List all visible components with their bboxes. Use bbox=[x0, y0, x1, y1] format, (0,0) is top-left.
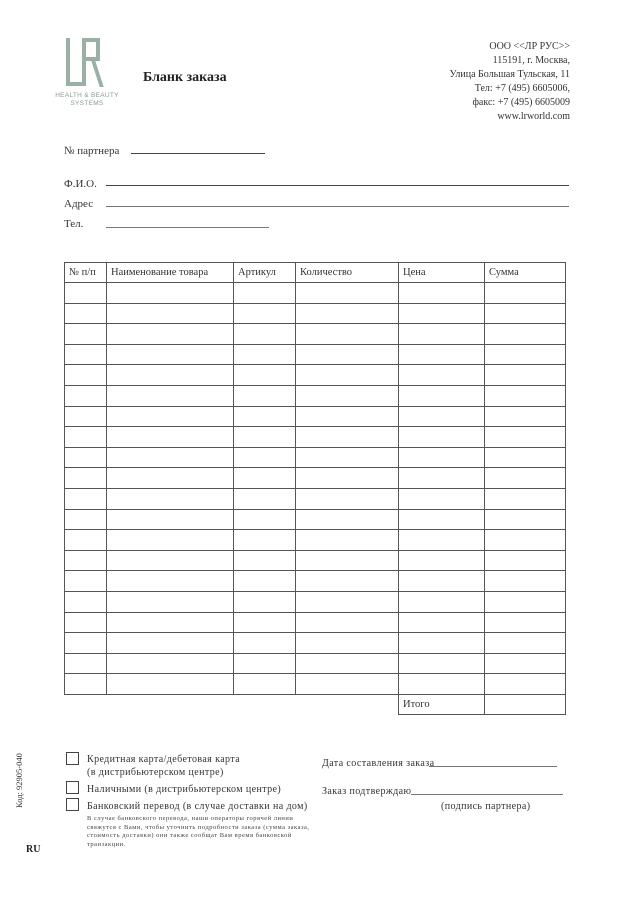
col-header-quantity: Количество bbox=[296, 263, 399, 283]
table-row bbox=[65, 591, 566, 612]
table-row bbox=[65, 653, 566, 674]
card-payment-line2: (в дистрибьютерском центре) bbox=[87, 767, 224, 778]
total-sum-cell[interactable] bbox=[485, 694, 566, 715]
table-cell[interactable] bbox=[65, 365, 107, 386]
address-field[interactable] bbox=[106, 206, 569, 207]
table-cell[interactable] bbox=[485, 633, 566, 654]
table-cell[interactable] bbox=[234, 488, 296, 509]
table-cell[interactable] bbox=[234, 324, 296, 345]
company-name: ООО <<ЛР РУС>> bbox=[489, 41, 570, 52]
table-cell[interactable] bbox=[296, 283, 399, 304]
table-cell[interactable] bbox=[485, 509, 566, 530]
table-cell[interactable] bbox=[485, 303, 566, 324]
table-cell[interactable] bbox=[296, 303, 399, 324]
table-row bbox=[65, 550, 566, 571]
table-cell[interactable] bbox=[296, 427, 399, 448]
table-cell[interactable] bbox=[399, 344, 485, 365]
order-date-label: Дата составления заказа bbox=[322, 758, 435, 769]
table-cell[interactable] bbox=[296, 571, 399, 592]
table-cell[interactable] bbox=[485, 283, 566, 304]
col-header-article: Артикул bbox=[234, 263, 296, 283]
table-row bbox=[65, 530, 566, 551]
table-cell[interactable] bbox=[485, 653, 566, 674]
company-street: Улица Большая Тульская, 11 bbox=[449, 69, 570, 80]
table-cell[interactable] bbox=[107, 530, 234, 551]
table-cell[interactable] bbox=[399, 653, 485, 674]
total-blank-4 bbox=[296, 694, 399, 715]
table-cell[interactable] bbox=[296, 468, 399, 489]
col-header-number: № п/п bbox=[65, 263, 107, 283]
table-row bbox=[65, 571, 566, 592]
table-cell[interactable] bbox=[296, 447, 399, 468]
table-cell[interactable] bbox=[234, 344, 296, 365]
table-cell[interactable] bbox=[65, 530, 107, 551]
table-row bbox=[65, 633, 566, 654]
logo-tagline-line2: SYSTEMS bbox=[70, 100, 104, 107]
table-cell[interactable] bbox=[296, 633, 399, 654]
table-cell[interactable] bbox=[65, 488, 107, 509]
table-cell[interactable] bbox=[485, 488, 566, 509]
table-cell[interactable] bbox=[399, 324, 485, 345]
table-cell[interactable] bbox=[65, 509, 107, 530]
table-cell[interactable] bbox=[234, 550, 296, 571]
table-cell[interactable] bbox=[107, 509, 234, 530]
signature-field[interactable] bbox=[411, 794, 563, 795]
table-cell[interactable] bbox=[399, 674, 485, 695]
table-cell[interactable] bbox=[65, 550, 107, 571]
table-cell[interactable] bbox=[234, 612, 296, 633]
table-cell[interactable] bbox=[296, 591, 399, 612]
table-cell[interactable] bbox=[485, 324, 566, 345]
table-cell[interactable] bbox=[107, 283, 234, 304]
table-cell[interactable] bbox=[296, 653, 399, 674]
table-cell[interactable] bbox=[65, 612, 107, 633]
table-cell[interactable] bbox=[296, 324, 399, 345]
phone-field[interactable] bbox=[106, 227, 269, 228]
table-cell[interactable] bbox=[107, 447, 234, 468]
total-blank-2 bbox=[107, 694, 234, 715]
table-cell[interactable] bbox=[296, 530, 399, 551]
card-payment-checkbox[interactable] bbox=[66, 752, 79, 765]
table-cell[interactable] bbox=[485, 385, 566, 406]
table-cell[interactable] bbox=[107, 488, 234, 509]
col-header-price: Цена bbox=[399, 263, 485, 283]
table-cell[interactable] bbox=[399, 365, 485, 386]
total-label: Итого bbox=[399, 694, 485, 715]
table-cell[interactable] bbox=[234, 468, 296, 489]
table-cell[interactable] bbox=[399, 447, 485, 468]
table-cell[interactable] bbox=[296, 509, 399, 530]
table-cell[interactable] bbox=[485, 344, 566, 365]
bank-transfer-note: В случае банковского перевода, наши операторы горячей линии свяжутся с Вами, чтобы уточнить подробности заказа (сумма заказа, стоимость доставки) они также сообщат Вам время банковской транзакции. bbox=[87, 815, 310, 848]
partner-number-field[interactable] bbox=[131, 153, 265, 154]
table-row bbox=[65, 509, 566, 530]
table-cell[interactable] bbox=[65, 447, 107, 468]
cash-payment-label: Наличными (в дистрибьютерском центре) bbox=[87, 784, 282, 795]
table-row bbox=[65, 427, 566, 448]
address-label: Адрес bbox=[64, 198, 94, 210]
table-cell[interactable] bbox=[485, 530, 566, 551]
table-cell[interactable] bbox=[65, 468, 107, 489]
table-cell[interactable] bbox=[296, 365, 399, 386]
table-cell[interactable] bbox=[65, 591, 107, 612]
table-cell[interactable] bbox=[399, 530, 485, 551]
table-row bbox=[65, 406, 566, 427]
table-cell[interactable] bbox=[234, 427, 296, 448]
table-cell[interactable] bbox=[107, 571, 234, 592]
table-cell[interactable] bbox=[399, 385, 485, 406]
table-row bbox=[65, 303, 566, 324]
table-cell[interactable] bbox=[399, 550, 485, 571]
table-row bbox=[65, 365, 566, 386]
table-cell[interactable] bbox=[107, 653, 234, 674]
table-cell[interactable] bbox=[65, 324, 107, 345]
table-cell[interactable] bbox=[399, 612, 485, 633]
table-cell[interactable] bbox=[234, 591, 296, 612]
signature-caption: (подпись партнера) bbox=[441, 801, 531, 812]
table-cell[interactable] bbox=[107, 303, 234, 324]
table-cell[interactable] bbox=[399, 303, 485, 324]
name-field[interactable] bbox=[106, 185, 569, 186]
table-cell[interactable] bbox=[485, 468, 566, 489]
table-row bbox=[65, 324, 566, 345]
region-code: RU bbox=[26, 844, 41, 855]
table-cell[interactable] bbox=[107, 406, 234, 427]
table-cell[interactable] bbox=[296, 344, 399, 365]
table-cell[interactable] bbox=[234, 633, 296, 654]
company-phone: Тел: +7 (495) 6605006, bbox=[474, 83, 570, 94]
form-code: Код: 92905-040 bbox=[14, 753, 24, 808]
table-cell[interactable] bbox=[485, 406, 566, 427]
table-cell[interactable] bbox=[234, 303, 296, 324]
table-cell[interactable] bbox=[234, 365, 296, 386]
company-web: www.lrworld.com bbox=[497, 111, 570, 122]
table-row bbox=[65, 674, 566, 695]
table-cell[interactable] bbox=[107, 344, 234, 365]
table-cell[interactable] bbox=[485, 365, 566, 386]
table-cell[interactable] bbox=[107, 612, 234, 633]
col-header-sum: Сумма bbox=[485, 263, 566, 283]
card-payment-label bbox=[87, 753, 240, 779]
logo-tagline bbox=[50, 92, 124, 108]
table-cell[interactable] bbox=[107, 468, 234, 489]
table-cell[interactable] bbox=[399, 406, 485, 427]
table-cell[interactable] bbox=[65, 385, 107, 406]
table-cell[interactable] bbox=[296, 674, 399, 695]
table-cell[interactable] bbox=[399, 591, 485, 612]
table-cell[interactable] bbox=[107, 385, 234, 406]
table-cell[interactable] bbox=[399, 509, 485, 530]
table-row bbox=[65, 447, 566, 468]
table-cell[interactable] bbox=[234, 571, 296, 592]
confirm-label: Заказ подтверждаю bbox=[322, 786, 412, 797]
table-cell[interactable] bbox=[65, 344, 107, 365]
table-cell[interactable] bbox=[234, 406, 296, 427]
table-cell[interactable] bbox=[65, 653, 107, 674]
order-date-field[interactable] bbox=[429, 766, 557, 767]
table-cell[interactable] bbox=[107, 633, 234, 654]
table-cell[interactable] bbox=[107, 365, 234, 386]
table-cell[interactable] bbox=[234, 653, 296, 674]
cash-payment-checkbox[interactable] bbox=[66, 781, 79, 794]
table-cell[interactable] bbox=[485, 612, 566, 633]
table-cell[interactable] bbox=[107, 550, 234, 571]
partner-number-label: № партнера bbox=[64, 145, 120, 157]
table-row bbox=[65, 468, 566, 489]
table-cell[interactable] bbox=[296, 385, 399, 406]
table-cell[interactable] bbox=[65, 427, 107, 448]
card-payment-line1: Кредитная карта/дебетовая карта bbox=[87, 754, 241, 765]
table-cell[interactable] bbox=[65, 633, 107, 654]
table-cell[interactable] bbox=[485, 674, 566, 695]
col-header-product: Наименование товара bbox=[107, 263, 234, 283]
table-row bbox=[65, 612, 566, 633]
table-cell[interactable] bbox=[65, 406, 107, 427]
table-cell[interactable] bbox=[107, 674, 234, 695]
table-row bbox=[65, 385, 566, 406]
table-cell[interactable] bbox=[65, 674, 107, 695]
table-cell[interactable] bbox=[65, 303, 107, 324]
table-cell[interactable] bbox=[296, 612, 399, 633]
table-cell[interactable] bbox=[296, 550, 399, 571]
table-cell[interactable] bbox=[296, 406, 399, 427]
logo-tagline-line1: HEALTH & BEAUTY bbox=[55, 92, 119, 99]
table-cell[interactable] bbox=[399, 427, 485, 448]
company-city: 115191, г. Москва, bbox=[492, 55, 570, 66]
order-table bbox=[64, 262, 566, 715]
table-cell[interactable] bbox=[107, 324, 234, 345]
total-blank-1 bbox=[65, 694, 107, 715]
table-cell[interactable] bbox=[65, 283, 107, 304]
bank-transfer-checkbox[interactable] bbox=[66, 798, 79, 811]
table-cell[interactable] bbox=[485, 447, 566, 468]
table-cell[interactable] bbox=[234, 509, 296, 530]
document-title: Бланк заказа bbox=[143, 70, 227, 85]
total-row bbox=[65, 694, 566, 715]
table-cell[interactable] bbox=[399, 283, 485, 304]
table-cell[interactable] bbox=[234, 447, 296, 468]
table-cell[interactable] bbox=[485, 591, 566, 612]
table-cell[interactable] bbox=[485, 550, 566, 571]
total-blank-3 bbox=[234, 694, 296, 715]
bank-transfer-label: Банковский перевод (в случае доставки на дом) bbox=[87, 801, 308, 812]
lr-logo-icon bbox=[63, 38, 109, 88]
table-cell[interactable] bbox=[399, 488, 485, 509]
table-cell[interactable] bbox=[485, 427, 566, 448]
name-label: Ф.И.О. bbox=[64, 178, 97, 190]
company-fax: факс: +7 (495) 6605009 bbox=[472, 97, 570, 108]
table-cell[interactable] bbox=[485, 571, 566, 592]
table-header-row bbox=[65, 263, 566, 283]
table-cell[interactable] bbox=[234, 385, 296, 406]
table-row bbox=[65, 488, 566, 509]
table-cell[interactable] bbox=[234, 674, 296, 695]
table-row bbox=[65, 283, 566, 304]
table-cell[interactable] bbox=[399, 633, 485, 654]
company-address bbox=[449, 40, 570, 124]
table-row bbox=[65, 344, 566, 365]
phone-label: Тел. bbox=[64, 218, 84, 230]
table-cell[interactable] bbox=[234, 530, 296, 551]
table-cell[interactable] bbox=[107, 427, 234, 448]
table-cell[interactable] bbox=[399, 468, 485, 489]
table-cell[interactable] bbox=[399, 571, 485, 592]
table-cell[interactable] bbox=[234, 283, 296, 304]
table-cell[interactable] bbox=[65, 571, 107, 592]
table-cell[interactable] bbox=[296, 488, 399, 509]
table-cell[interactable] bbox=[107, 591, 234, 612]
